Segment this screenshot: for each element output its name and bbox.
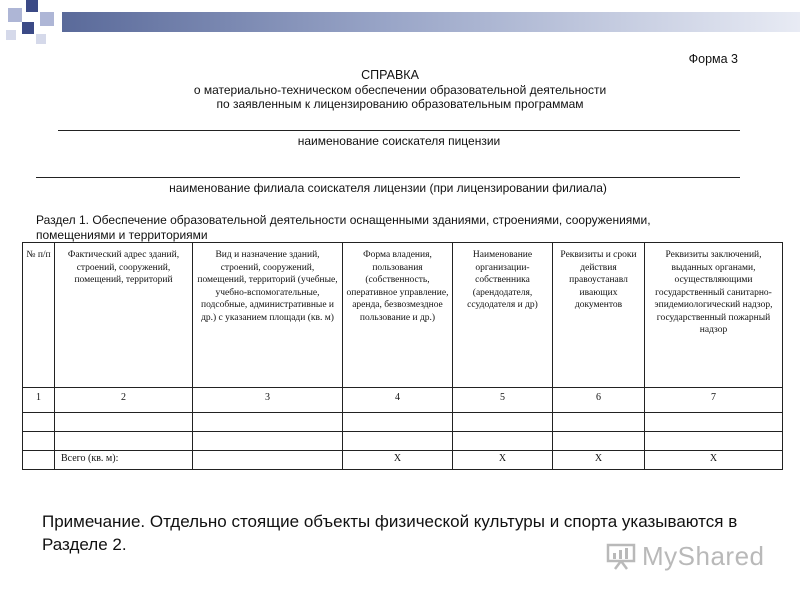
table-cell xyxy=(193,432,343,451)
applicant-caption: наименование соискателя пицензии xyxy=(297,134,501,148)
note-text: Примечание. Отдельно стоящие объекты физической культуры и спорта указываются в Разделе 2. xyxy=(42,512,738,554)
table-cell xyxy=(55,413,193,432)
col-number-2: 2 xyxy=(55,388,193,413)
table-cell xyxy=(55,432,193,451)
table-cell xyxy=(343,432,453,451)
x-mark-7: X xyxy=(645,451,783,470)
table-cell xyxy=(343,413,453,432)
table-cell xyxy=(23,432,55,451)
col-number-7: 7 xyxy=(645,388,783,413)
presentation-board-icon xyxy=(606,542,636,570)
x-mark-4: X xyxy=(343,451,453,470)
header-owner-org: Наименование организации-собственника (арендодателя, ссудодателя и др) xyxy=(453,243,553,388)
table-row-numbers xyxy=(23,388,783,413)
col-number-4: 4 xyxy=(343,388,453,413)
table-cell xyxy=(193,451,343,470)
x-mark-6: X xyxy=(553,451,645,470)
table-cell xyxy=(453,432,553,451)
col-number-1: 1 xyxy=(23,388,55,413)
section-heading: Раздел 1. Обеспечение образовательной деятельности оснащенными зданиями, строениями, сооружениями, помещениями и территориями xyxy=(36,213,651,242)
table-cell xyxy=(645,432,783,451)
total-label: Всего (кв. м): xyxy=(55,451,193,470)
table-row-total xyxy=(23,451,783,470)
applicant-line xyxy=(58,130,740,131)
table-cell xyxy=(23,451,55,470)
facilities-table xyxy=(22,242,783,470)
col-number-3: 3 xyxy=(193,388,343,413)
table-cell xyxy=(553,432,645,451)
document-subtitle-1: о материально-техническом обеспечении образовательной деятельности xyxy=(193,82,607,97)
myshared-logo xyxy=(606,536,765,576)
table-cell xyxy=(453,413,553,432)
header-conclusions: Реквизиты заключений, выданных органами, осуществляющими государственный санитарно-эпидемиологический надзор, государственный пожарный надзор xyxy=(645,243,783,388)
header-ownership: Форма владения, пользования (собственность, оперативное управление, аренда, безвозмездное пользование и др.) xyxy=(343,243,453,388)
table-header-row xyxy=(23,243,783,388)
col-number-6: 6 xyxy=(553,388,645,413)
logo-text: MyShared xyxy=(642,540,765,571)
top-decorative-bar xyxy=(62,12,800,32)
document-subtitle-2: по заявленным к лицензированию образовательным программам xyxy=(216,97,584,111)
document-title-block xyxy=(0,68,800,112)
decorative-squares xyxy=(0,0,70,50)
table-row-empty xyxy=(23,432,783,451)
branch-caption: наименование филиала соискателя лицензии (при лицензировании филиала) xyxy=(169,181,607,195)
header-documents: Реквизиты и сроки действия правоустанавл ивающих документов xyxy=(553,243,645,388)
table-cell xyxy=(553,413,645,432)
table-cell xyxy=(193,413,343,432)
table-cell xyxy=(23,413,55,432)
header-number: № п/п xyxy=(23,243,55,388)
table-cell xyxy=(645,413,783,432)
x-mark-5: X xyxy=(453,451,553,470)
branch-line xyxy=(36,177,740,178)
form-number: Форма 3 xyxy=(688,52,738,66)
header-purpose: Вид и назначение зданий, строений, сооружений, помещений, территорий (учебные, учебно-вспомогательные, подсобные, административные и др.) с указанием площади (кв. м) xyxy=(193,243,343,388)
col-number-5: 5 xyxy=(453,388,553,413)
table-row-empty xyxy=(23,413,783,432)
header-address: Фактический адрес зданий, строений, сооружений, помещений, территорий xyxy=(55,243,193,388)
document-title: СПРАВКА xyxy=(361,68,419,82)
